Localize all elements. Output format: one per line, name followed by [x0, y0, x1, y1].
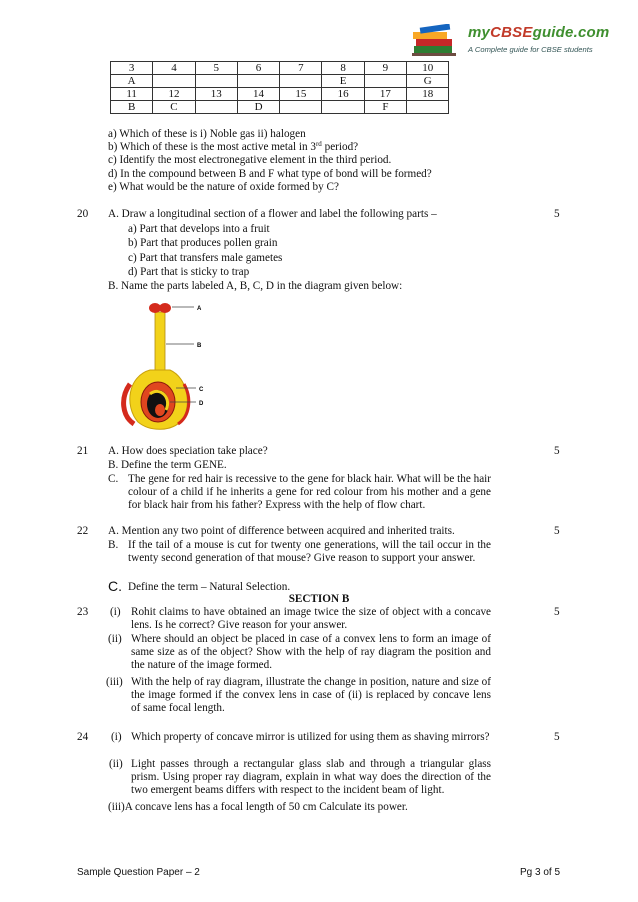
logo-name: myCBSEguide.com — [468, 24, 610, 41]
table-cell: 5 — [195, 62, 237, 75]
table-cell — [322, 101, 364, 114]
flower-section-diagram — [120, 298, 212, 430]
table-row — [111, 75, 449, 88]
q22-part-a: A. Mention any two point of difference between acquired and inherited traits. — [108, 525, 455, 537]
q24-iii: (iii)A concave lens has a focal length of 50 cm Calculate its power. — [108, 801, 408, 813]
q20-part-a: A. Draw a longitudinal section of a flower and label the following parts – — [108, 208, 437, 220]
q22-part-b: If the tail of a mouse is cut for twenty one generations, will the tail occur in the twenty second generation of that mouse? Give reason to support your answer. — [128, 539, 491, 564]
table-cell — [195, 75, 237, 88]
q20-sub-a: a) Part that develops into a fruit — [128, 223, 270, 235]
table-cell: 12 — [153, 88, 195, 101]
q22-part-c-letter: C. — [108, 578, 122, 594]
table-cell — [407, 101, 449, 114]
table-row — [111, 101, 449, 114]
table-cell: 15 — [280, 88, 322, 101]
periodic-table-fragment — [110, 61, 449, 114]
table-cell: B — [111, 101, 153, 114]
table-cell — [195, 101, 237, 114]
label-a: A — [197, 306, 202, 312]
question-marks: 5 — [554, 525, 560, 537]
q22-part-b-letter: B. — [108, 539, 119, 551]
q23-iii: With the help of ray diagram, illustrate the change in position, nature and size of the image formed if the convex lens in case of (ii) is replaced by concave lens of same focal length. — [131, 676, 491, 714]
table-cell: C — [153, 101, 195, 114]
q21-part-c: The gene for red hair is recessive to the gene for black hair. What will be the hair colour of a child if he inherits a gene for red colour from his mother and a gene for black hair from his father? Express with the help of flow chart. — [128, 473, 491, 511]
q24-ii-num: (ii) — [109, 758, 123, 770]
table-cell: 11 — [111, 88, 153, 101]
q19-part-e: e) What would be the nature of oxide formed by C? — [108, 181, 339, 193]
q21-part-a: A. How does speciation take place? — [108, 445, 268, 457]
question-marks: 5 — [554, 606, 560, 618]
table-cell: 4 — [153, 62, 195, 75]
q24-i-num: (i) — [111, 731, 122, 743]
q23-i-num: (i) — [110, 606, 121, 618]
q21-part-c-letter: C. — [108, 473, 119, 485]
q19-part-a: a) Which of these is i) Noble gas ii) halogen — [108, 128, 306, 140]
table-cell: G — [407, 75, 449, 88]
table-cell — [280, 75, 322, 88]
q20-sub-c: c) Part that transfers male gametes — [128, 252, 283, 264]
mycbseguide-logo — [408, 20, 608, 60]
q23-iii-num: (iii) — [106, 676, 123, 688]
question-marks: 5 — [554, 731, 560, 743]
page-number: Pg 3 of 5 — [520, 867, 561, 878]
label-b: B — [197, 343, 202, 349]
table-cell: 14 — [237, 88, 279, 101]
q24-i: Which property of concave mirror is utilized for using them as shaving mirrors? — [131, 731, 490, 743]
question-number: 20 — [77, 208, 89, 220]
table-cell: 18 — [407, 88, 449, 101]
table-cell — [237, 75, 279, 88]
label-c: C — [199, 387, 204, 393]
table-cell: 9 — [364, 62, 406, 75]
table-cell: 17 — [364, 88, 406, 101]
table-cell — [153, 75, 195, 88]
q20-sub-d: d) Part that is sticky to trap — [128, 266, 250, 278]
q19-part-d: d) In the compound between B and F what type of bond will be formed? — [108, 168, 432, 180]
table-cell: 13 — [195, 88, 237, 101]
table-cell: 10 — [407, 62, 449, 75]
table-cell: 6 — [237, 62, 279, 75]
label-d: D — [199, 401, 204, 407]
table-cell: A — [111, 75, 153, 88]
table-cell — [364, 75, 406, 88]
table-cell: F — [364, 101, 406, 114]
question-number: 23 — [77, 606, 89, 618]
q19-part-c: c) Identify the most electronegative element in the third period. — [108, 154, 392, 166]
table-cell — [280, 101, 322, 114]
question-number: 24 — [77, 731, 89, 743]
q21-part-b: B. Define the term GENE. — [108, 459, 227, 471]
table-cell: 7 — [280, 62, 322, 75]
table-cell: 3 — [111, 62, 153, 75]
table-cell: 16 — [322, 88, 364, 101]
question-marks: 5 — [554, 208, 560, 220]
q20-sub-b: b) Part that produces pollen grain — [128, 237, 278, 249]
table-row — [111, 62, 449, 75]
section-heading: SECTION B — [288, 593, 350, 605]
logo-tagline: A Complete guide for CBSE students — [468, 45, 593, 54]
table-cell: D — [237, 101, 279, 114]
q23-i: Rohit claims to have obtained an image twice the size of object with a concave lens. Is he correct? Give reason for your answer. — [131, 606, 491, 631]
q22-part-c: Define the term – Natural Selection. — [128, 581, 291, 593]
books-icon — [412, 24, 458, 58]
question-marks: 5 — [554, 445, 560, 457]
footer-title: Sample Question Paper – 2 — [77, 867, 200, 878]
table-cell: E — [322, 75, 364, 88]
q19-part-b: b) Which of these is the most active metal in 3rd period? — [108, 140, 359, 153]
table-row — [111, 88, 449, 101]
q20-part-b: B. Name the parts labeled A, B, C, D in the diagram given below: — [108, 280, 403, 292]
q23-ii: Where should an object be placed in case of a convex lens to form an image of same size as of the object? Show with the help of ray diagram the position and the nature of the image formed. — [131, 633, 491, 671]
table-cell: 8 — [322, 62, 364, 75]
q23-ii-num: (ii) — [108, 633, 122, 645]
question-number: 22 — [77, 525, 89, 537]
question-number: 21 — [77, 445, 89, 457]
q24-ii: Light passes through a rectangular glass slab and through a triangular glass prism. Using proper ray diagram, explain in what way does the direction of the two emergent beams differs with respect to the incident beam of light. — [131, 758, 491, 796]
